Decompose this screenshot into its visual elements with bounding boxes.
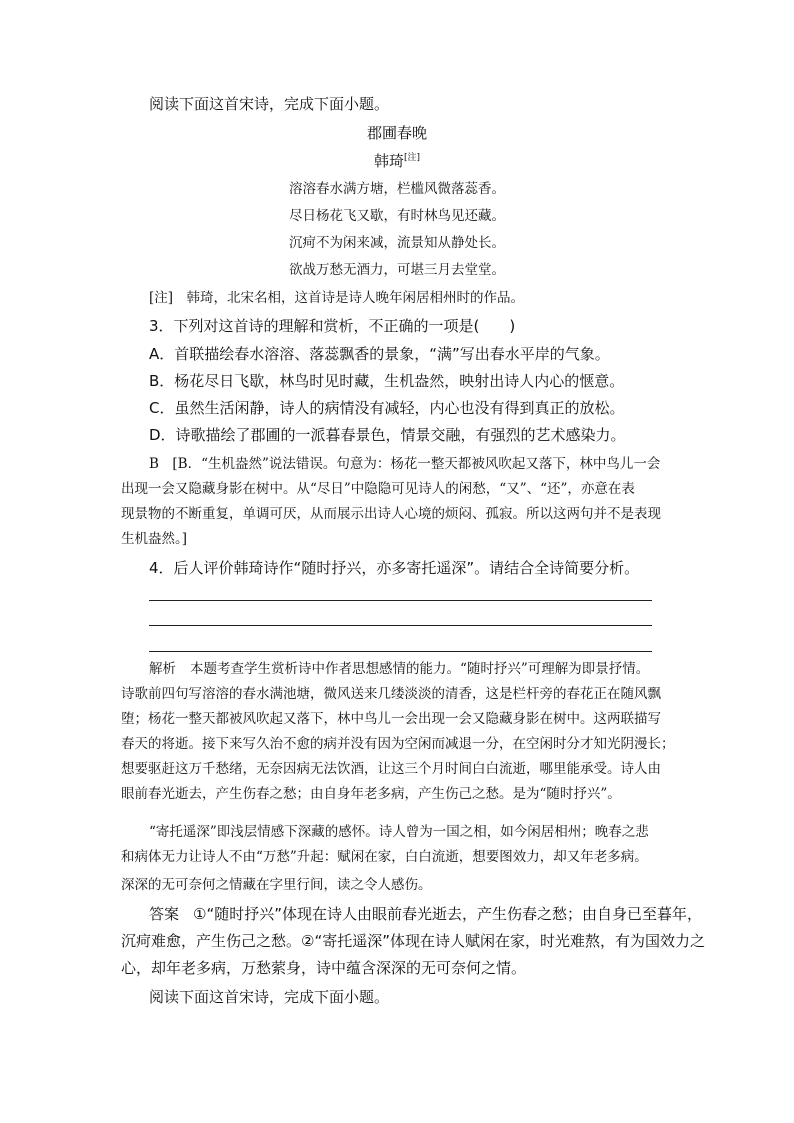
q3-option-a: A．首联描绘春水溶溶、落蕊飘香的景象，“满”写出春水平岸的气象。 [149,345,610,363]
q3-option-c: C．虽然生活闲静，诗人的病情没有减轻，内心也没有得到真正的放松。 [149,399,625,417]
poem-title: 郡圃春晚 [366,124,427,142]
answer-blank-line [149,600,652,601]
poem-line-1: 溶溶春水满方塘，栏槛风微落蕊香。 [289,181,505,197]
analysis-line: 堕；杨花一整天都被风吹起又落下，林中鸟儿一会出现一会又隐藏身影在树中。这两联描写 [121,711,661,727]
outro-text: 阅读下面这首宋诗，完成下面小题。 [149,988,390,1006]
intro-text: 阅读下面这首宋诗，完成下面小题。 [149,95,390,113]
q4-analysis-first-line [149,659,649,679]
q3-answer-line: 生机盎然。] [121,531,188,547]
answer-line: 沉疴难愈，产生伤己之愁。②“寄托遥深”体现在诗人赋闲在家，时光难熬，有为国效力之 [121,932,705,950]
q3-answer-line: 现景物的不断重复，单调可厌，从而展示出诗人心境的烦闷、孤寂。所以这两句并不是表现 [121,506,661,522]
poem-author [0,151,794,171]
analysis-line: 深深的无可奈何之情藏在字里行间，读之令人感伤。 [121,877,432,893]
poem-author-name: 韩琦 [373,152,404,170]
analysis-line: 春天的将逝。接下来写久治不愈的病并没有因为空闲而减退一分，在空闲时分才知光阴漫长； [121,736,675,752]
answer-line: ①“随时抒兴”体现在诗人由眼前春光逝去，产生伤春之愁；由自身已至暮年， [193,905,703,923]
q3-option-d: D．诗歌描绘了郡圃的一派暮春景色，情景交融，有强烈的艺术感染力。 [149,426,626,444]
analysis-line: 和病体无力让诗人不由“万愁”升起：赋闲在家，白白流逝，想要图效力，却又年老多病。 [121,849,648,865]
answer-blank-line [149,625,652,626]
q3-stem: 3．下列对这首诗的理解和赏析，不正确的一项是( ) [149,317,516,335]
answer-blank-line [149,651,652,652]
analysis-line: “寄托遥深”即浅层情感下深藏的感怀。诗人曾为一国之相，如今闲居相州；晚春之悲 [149,824,649,840]
q4-answer-first-line [149,904,702,924]
poem-line-2: 尽日杨花飞又歇，有时林鸟见还藏。 [289,208,505,224]
answer-line: 心，却年老多病，万愁萦身，诗中蕴含深深的无可奈何之情。 [121,959,527,977]
poem-note: [注] 韩琦，北宋名相，这首诗是诗人晚年闲居相州时的作品。 [149,290,525,306]
poem-author-note-mark: [注] [403,153,421,163]
analysis-line: 诗歌前四句写溶溶的春水满池塘，微风送来几缕淡淡的清香，这是栏杆旁的春花正在随风飘 [121,686,661,702]
q3-answer-line: B [B．“生机盎然”说法错误。句意为：杨花一整天都被风吹起又落下，林中鸟儿一会 [149,456,661,472]
analysis-line: 本题考查学生赏析诗中作者思想感情的能力。“随时抒兴”可理解为即景抒情。 [190,661,650,677]
analysis-line: 眼前春光逝去，产生伤春之愁；由自身年老多病，产生伤己之愁。是为“随时抒兴”。 [121,786,621,802]
q3-option-b: B．杨花尽日飞歇，林鸟时见时藏，生机盎然，映射出诗人内心的惬意。 [149,372,625,390]
q4-stem: 4．后人评价韩琦诗作“随时抒兴，亦多寄托遥深”。请结合全诗简要分析。 [149,559,640,577]
analysis-label: 解析 [149,661,176,677]
poem-line-4: 欲战万愁无酒力，可堪三月去堂堂。 [289,262,505,278]
poem-line-3: 沉疴不为闲来减，流景知从静处长。 [289,235,505,251]
analysis-line: 想要驱赶这万千愁绪，无奈因病无法饮酒，让这三个月时间白白流逝，哪里能承受。诗人由 [121,761,661,777]
q3-answer-line: 出现一会又隐藏身影在树中。从“尽日”中隐隐可见诗人的闲愁，“又”、“还”，亦意在表 [121,481,635,497]
answer-label: 答案 [149,905,180,923]
